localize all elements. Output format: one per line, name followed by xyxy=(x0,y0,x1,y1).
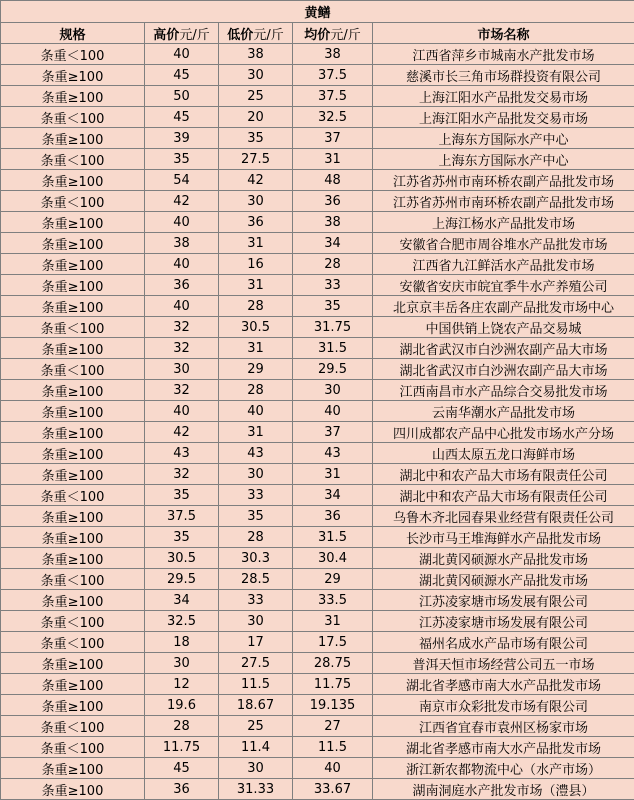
market-cell: 湖北中和农产品大市场有限责任公司 xyxy=(373,485,634,506)
table-row xyxy=(1,275,634,296)
market-cell: 江苏省苏州市南环桥农副产品批发市场 xyxy=(373,191,634,212)
spec-cell: 条重＜100 xyxy=(1,569,145,590)
high-price-cell: 30 xyxy=(145,653,219,674)
market-cell: 江苏凌家塘市场发展有限公司 xyxy=(373,611,634,632)
table-row xyxy=(1,401,634,422)
avg-price-cell: 31 xyxy=(293,464,373,485)
low-price-cell: 31 xyxy=(219,275,293,296)
spec-cell: 条重≥100 xyxy=(1,527,145,548)
table-row xyxy=(1,359,634,380)
avg-price-cell: 31 xyxy=(293,611,373,632)
low-price-cell: 43 xyxy=(219,443,293,464)
low-price-cell: 30.5 xyxy=(219,317,293,338)
high-price-cell: 40 xyxy=(145,44,219,65)
high-price-cell: 40 xyxy=(145,254,219,275)
market-cell: 长沙市马王堆海鲜水产品批发市场 xyxy=(373,527,634,548)
low-price-cell: 30 xyxy=(219,611,293,632)
low-price-cell: 11.4 xyxy=(219,737,293,758)
header-high: 高价元/斤 xyxy=(145,23,219,44)
high-price-cell: 32 xyxy=(145,338,219,359)
high-price-cell: 18 xyxy=(145,632,219,653)
low-price-cell: 33 xyxy=(219,590,293,611)
avg-price-cell: 34 xyxy=(293,233,373,254)
spec-cell: 条重＜100 xyxy=(1,317,145,338)
market-cell: 山西太原五龙口海鲜市场 xyxy=(373,443,634,464)
market-cell: 南京市众彩批发市场有限公司 xyxy=(373,695,634,716)
avg-price-cell: 36 xyxy=(293,506,373,527)
high-price-cell: 30.5 xyxy=(145,548,219,569)
avg-price-cell: 33.67 xyxy=(293,779,373,800)
avg-price-cell: 30 xyxy=(293,380,373,401)
avg-price-cell: 43 xyxy=(293,443,373,464)
high-price-cell: 45 xyxy=(145,107,219,128)
low-price-cell: 30 xyxy=(219,758,293,779)
market-cell: 中国供销上饶农产品交易城 xyxy=(373,317,634,338)
low-price-cell: 11.5 xyxy=(219,674,293,695)
avg-price-cell: 37.5 xyxy=(293,86,373,107)
avg-price-cell: 27 xyxy=(293,716,373,737)
spec-cell: 条重＜100 xyxy=(1,191,145,212)
avg-price-cell: 35 xyxy=(293,296,373,317)
table-row xyxy=(1,44,634,65)
market-cell: 江西省萍乡市城南水产批发市场 xyxy=(373,44,634,65)
header-avg: 均价元/斤 xyxy=(293,23,373,44)
high-price-cell: 11.75 xyxy=(145,737,219,758)
spec-cell: 条重＜100 xyxy=(1,737,145,758)
market-cell: 浙江新农都物流中心（水产市场） xyxy=(373,758,634,779)
low-price-cell: 25 xyxy=(219,716,293,737)
avg-price-cell: 31.75 xyxy=(293,317,373,338)
low-price-cell: 31 xyxy=(219,422,293,443)
low-price-cell: 40 xyxy=(219,401,293,422)
avg-price-cell: 31 xyxy=(293,149,373,170)
avg-price-cell: 19.135 xyxy=(293,695,373,716)
avg-price-cell: 31.5 xyxy=(293,527,373,548)
avg-price-cell: 29 xyxy=(293,569,373,590)
low-price-cell: 28 xyxy=(219,527,293,548)
avg-price-cell: 34 xyxy=(293,485,373,506)
high-price-cell: 42 xyxy=(145,191,219,212)
high-price-cell: 45 xyxy=(145,758,219,779)
avg-price-cell: 30.4 xyxy=(293,548,373,569)
high-price-cell: 35 xyxy=(145,485,219,506)
low-price-cell: 29 xyxy=(219,359,293,380)
avg-price-cell: 31.5 xyxy=(293,338,373,359)
high-price-cell: 37.5 xyxy=(145,506,219,527)
avg-price-cell: 33.5 xyxy=(293,590,373,611)
table-row xyxy=(1,170,634,191)
table-row xyxy=(1,464,634,485)
high-price-cell: 36 xyxy=(145,275,219,296)
table-row xyxy=(1,380,634,401)
market-cell: 上海江阳水产品批发交易市场 xyxy=(373,107,634,128)
table-row xyxy=(1,422,634,443)
header-spec: 规格 xyxy=(1,23,145,44)
high-price-cell: 39 xyxy=(145,128,219,149)
low-price-cell: 31 xyxy=(219,233,293,254)
table-row xyxy=(1,254,634,275)
low-price-cell: 38 xyxy=(219,44,293,65)
low-price-cell: 36 xyxy=(219,212,293,233)
avg-price-cell: 33 xyxy=(293,275,373,296)
table-row xyxy=(1,149,634,170)
market-cell: 慈溪市长三角市场群投资有限公司 xyxy=(373,65,634,86)
spec-cell: 条重≥100 xyxy=(1,170,145,191)
table-row xyxy=(1,632,634,653)
avg-price-cell: 38 xyxy=(293,44,373,65)
low-price-cell: 35 xyxy=(219,506,293,527)
spec-cell: 条重≥100 xyxy=(1,422,145,443)
high-price-cell: 35 xyxy=(145,527,219,548)
market-cell: 江西南昌市水产品综合交易批发市场 xyxy=(373,380,634,401)
high-price-cell: 28 xyxy=(145,716,219,737)
high-price-cell: 50 xyxy=(145,86,219,107)
avg-price-cell: 40 xyxy=(293,758,373,779)
table-row xyxy=(1,779,634,800)
spec-cell: 条重≥100 xyxy=(1,443,145,464)
table-row xyxy=(1,296,634,317)
spec-cell: 条重≥100 xyxy=(1,674,145,695)
low-price-cell: 31.33 xyxy=(219,779,293,800)
table-title: 黄鳝 xyxy=(1,1,634,23)
avg-price-cell: 28.75 xyxy=(293,653,373,674)
low-price-cell: 27.5 xyxy=(219,149,293,170)
market-cell: 乌鲁木齐北园春果业经营有限责任公司 xyxy=(373,506,634,527)
avg-price-cell: 48 xyxy=(293,170,373,191)
market-cell: 湖北省武汉市白沙洲农副产品大市场 xyxy=(373,359,634,380)
spec-cell: 条重≥100 xyxy=(1,254,145,275)
title-row xyxy=(1,1,634,23)
table-row xyxy=(1,233,634,254)
table-row xyxy=(1,86,634,107)
high-price-cell: 29.5 xyxy=(145,569,219,590)
spec-cell: 条重≥100 xyxy=(1,338,145,359)
table-row xyxy=(1,716,634,737)
avg-price-cell: 11.5 xyxy=(293,737,373,758)
table-row xyxy=(1,506,634,527)
avg-price-cell: 37 xyxy=(293,422,373,443)
market-cell: 安徽省安庆市皖宜季牛水产养殖公司 xyxy=(373,275,634,296)
market-cell: 上海江阳水产品批发交易市场 xyxy=(373,86,634,107)
header-row xyxy=(1,23,634,44)
spec-cell: 条重≥100 xyxy=(1,548,145,569)
spec-cell: 条重＜100 xyxy=(1,44,145,65)
market-cell: 上海江杨水产品批发市场 xyxy=(373,212,634,233)
market-cell: 湖北黄冈硕源水产品批发市场 xyxy=(373,548,634,569)
low-price-cell: 28.5 xyxy=(219,569,293,590)
market-cell: 江西省九江鲜活水产品批发市场 xyxy=(373,254,634,275)
table-row xyxy=(1,107,634,128)
low-price-cell: 25 xyxy=(219,86,293,107)
low-price-cell: 17 xyxy=(219,632,293,653)
high-price-cell: 38 xyxy=(145,233,219,254)
table-row xyxy=(1,548,634,569)
low-price-cell: 18.67 xyxy=(219,695,293,716)
table-row xyxy=(1,485,634,506)
market-cell: 上海东方国际水产中心 xyxy=(373,128,634,149)
spec-cell: 条重≥100 xyxy=(1,590,145,611)
avg-price-cell: 40 xyxy=(293,401,373,422)
spec-cell: 条重≥100 xyxy=(1,779,145,800)
market-cell: 湖北省孝感市南大水产品批发市场 xyxy=(373,674,634,695)
table-row xyxy=(1,758,634,779)
spec-cell: 条重≥100 xyxy=(1,401,145,422)
low-price-cell: 35 xyxy=(219,128,293,149)
high-price-cell: 54 xyxy=(145,170,219,191)
table-row xyxy=(1,527,634,548)
table-row xyxy=(1,569,634,590)
header-market: 市场名称 xyxy=(373,23,634,44)
market-cell: 上海东方国际水产中心 xyxy=(373,149,634,170)
market-cell: 江苏省苏州市南环桥农副产品批发市场 xyxy=(373,170,634,191)
avg-price-cell: 37.5 xyxy=(293,65,373,86)
low-price-cell: 30.3 xyxy=(219,548,293,569)
spec-cell: 条重≥100 xyxy=(1,653,145,674)
spec-cell: 条重＜100 xyxy=(1,632,145,653)
market-cell: 四川成都农产品中心批发市场水产分场 xyxy=(373,422,634,443)
table-row xyxy=(1,590,634,611)
avg-price-cell: 37 xyxy=(293,128,373,149)
table-row xyxy=(1,338,634,359)
spec-cell: 条重≥100 xyxy=(1,695,145,716)
low-price-cell: 30 xyxy=(219,464,293,485)
table-row xyxy=(1,674,634,695)
spec-cell: 条重≥100 xyxy=(1,212,145,233)
low-price-cell: 27.5 xyxy=(219,653,293,674)
table-row xyxy=(1,65,634,86)
spec-cell: 条重＜100 xyxy=(1,485,145,506)
market-cell: 江苏凌家塘市场发展有限公司 xyxy=(373,590,634,611)
high-price-cell: 35 xyxy=(145,149,219,170)
low-price-cell: 42 xyxy=(219,170,293,191)
avg-price-cell: 29.5 xyxy=(293,359,373,380)
low-price-cell: 30 xyxy=(219,191,293,212)
low-price-cell: 31 xyxy=(219,338,293,359)
spec-cell: 条重≥100 xyxy=(1,296,145,317)
avg-price-cell: 11.75 xyxy=(293,674,373,695)
table-row xyxy=(1,443,634,464)
market-cell: 江西省宜春市袁州区杨家市场 xyxy=(373,716,634,737)
spec-cell: 条重≥100 xyxy=(1,233,145,254)
spec-cell: 条重＜100 xyxy=(1,359,145,380)
market-cell: 湖北中和农产品大市场有限责任公司 xyxy=(373,464,634,485)
spec-cell: 条重≥100 xyxy=(1,464,145,485)
low-price-cell: 30 xyxy=(219,65,293,86)
table-row xyxy=(1,653,634,674)
high-price-cell: 32 xyxy=(145,464,219,485)
high-price-cell: 34 xyxy=(145,590,219,611)
market-cell: 福州名成水产品市场有限公司 xyxy=(373,632,634,653)
low-price-cell: 16 xyxy=(219,254,293,275)
high-price-cell: 45 xyxy=(145,65,219,86)
high-price-cell: 43 xyxy=(145,443,219,464)
spec-cell: 条重＜100 xyxy=(1,107,145,128)
high-price-cell: 40 xyxy=(145,401,219,422)
market-cell: 湖南洞庭水产批发市场（澧县） xyxy=(373,779,634,800)
spec-cell: 条重≥100 xyxy=(1,275,145,296)
spec-cell: 条重≥100 xyxy=(1,65,145,86)
high-price-cell: 30 xyxy=(145,359,219,380)
table-row xyxy=(1,212,634,233)
avg-price-cell: 32.5 xyxy=(293,107,373,128)
market-cell: 云南华潮水产品批发市场 xyxy=(373,401,634,422)
spec-cell: 条重≥100 xyxy=(1,128,145,149)
avg-price-cell: 36 xyxy=(293,191,373,212)
market-cell: 北京京丰岳各庄农副产品批发市场中心 xyxy=(373,296,634,317)
table-row xyxy=(1,191,634,212)
table-row xyxy=(1,695,634,716)
avg-price-cell: 28 xyxy=(293,254,373,275)
table-row xyxy=(1,317,634,338)
market-cell: 湖北黄冈硕源水产品批发市场 xyxy=(373,569,634,590)
low-price-cell: 28 xyxy=(219,380,293,401)
table-row xyxy=(1,737,634,758)
high-price-cell: 12 xyxy=(145,674,219,695)
market-cell: 普洱天恒市场经营公司五一市场 xyxy=(373,653,634,674)
header-low: 低价元/斤 xyxy=(219,23,293,44)
market-cell: 安徽省合肥市周谷堆水产品批发市场 xyxy=(373,233,634,254)
high-price-cell: 32.5 xyxy=(145,611,219,632)
high-price-cell: 32 xyxy=(145,380,219,401)
high-price-cell: 32 xyxy=(145,317,219,338)
spec-cell: 条重≥100 xyxy=(1,380,145,401)
low-price-cell: 33 xyxy=(219,485,293,506)
high-price-cell: 36 xyxy=(145,779,219,800)
market-cell: 湖北省武汉市白沙洲农副产品大市场 xyxy=(373,338,634,359)
high-price-cell: 19.6 xyxy=(145,695,219,716)
low-price-cell: 20 xyxy=(219,107,293,128)
spec-cell: 条重＜100 xyxy=(1,611,145,632)
spec-cell: 条重＜100 xyxy=(1,149,145,170)
table-row xyxy=(1,128,634,149)
spec-cell: 条重≥100 xyxy=(1,86,145,107)
spec-cell: 条重＜100 xyxy=(1,716,145,737)
spec-cell: 条重≥100 xyxy=(1,758,145,779)
avg-price-cell: 17.5 xyxy=(293,632,373,653)
low-price-cell: 28 xyxy=(219,296,293,317)
high-price-cell: 40 xyxy=(145,296,219,317)
high-price-cell: 40 xyxy=(145,212,219,233)
avg-price-cell: 38 xyxy=(293,212,373,233)
table-row xyxy=(1,611,634,632)
spec-cell: 条重≥100 xyxy=(1,506,145,527)
market-cell: 湖北省孝感市南大水产品批发市场 xyxy=(373,737,634,758)
high-price-cell: 42 xyxy=(145,422,219,443)
